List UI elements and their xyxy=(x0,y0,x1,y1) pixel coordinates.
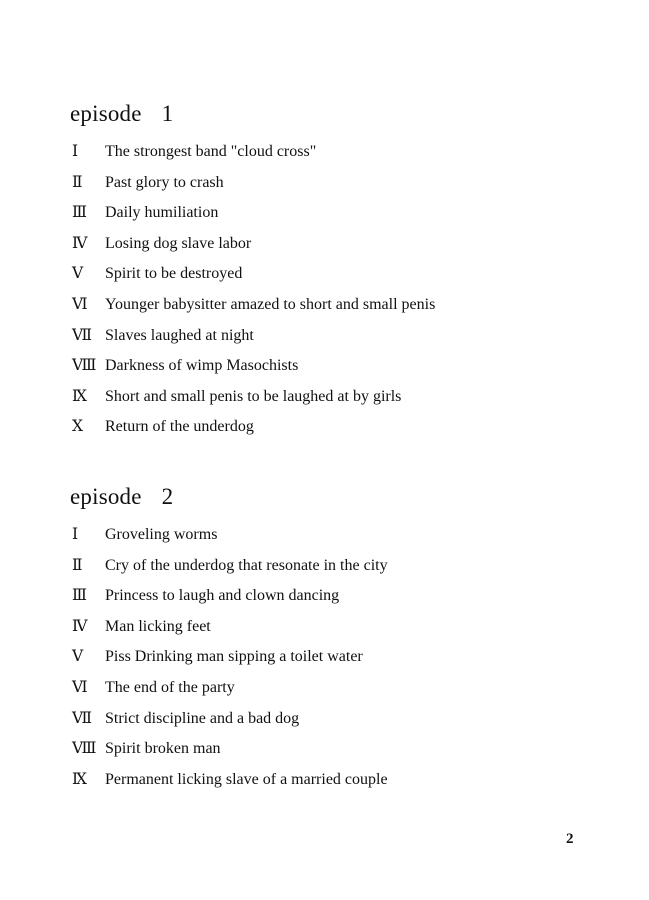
chapter-numeral: Ⅶ xyxy=(72,709,93,727)
chapter-item xyxy=(70,294,610,325)
chapter-title: Losing dog slave labor xyxy=(105,234,252,252)
episode-label: episode xyxy=(70,484,142,509)
chapter-numeral: Ⅱ xyxy=(72,173,83,191)
chapter-title: Short and small penis to be laughed at by girls xyxy=(105,387,402,405)
chapter-title: Spirit broken man xyxy=(105,740,221,758)
chapter-item xyxy=(70,708,610,739)
chapter-title: Permanent licking slave of a married couple xyxy=(105,770,388,788)
chapter-numeral: Ⅴ xyxy=(72,265,84,283)
chapter-title: Younger babysitter amazed to short and small penis xyxy=(105,295,436,313)
chapter-item xyxy=(70,263,610,294)
page-number: 2 xyxy=(566,831,574,847)
chapter-item xyxy=(70,555,610,586)
episode-heading xyxy=(70,482,610,512)
chapter-title: Princess to laugh and clown dancing xyxy=(105,587,340,605)
chapter-title: Slaves laughed at night xyxy=(105,326,254,344)
chapter-numeral: Ⅲ xyxy=(72,587,87,605)
chapter-item xyxy=(70,416,610,447)
chapter-list xyxy=(70,141,610,447)
chapter-numeral: Ⅳ xyxy=(72,617,88,635)
chapter-numeral: Ⅱ xyxy=(72,556,83,574)
chapter-title: Piss Drinking man sipping a toilet water xyxy=(105,648,363,666)
chapter-numeral: Ⅴ xyxy=(72,648,84,666)
chapter-item xyxy=(70,646,610,677)
chapter-item xyxy=(70,172,610,203)
episode-number: 2 xyxy=(161,484,174,509)
chapter-title: Strict discipline and a bad dog xyxy=(105,709,300,727)
chapter-title: Groveling worms xyxy=(105,526,218,543)
chapter-title: Return of the underdog xyxy=(105,418,254,436)
chapter-numeral: Ⅲ xyxy=(72,204,87,222)
episode-section xyxy=(70,99,610,447)
chapter-item xyxy=(70,585,610,616)
chapter-title: Cry of the underdog that resonate in the city xyxy=(105,556,388,574)
chapter-item xyxy=(70,677,610,708)
chapter-item xyxy=(70,325,610,356)
chapter-numeral: Ⅰ xyxy=(72,143,79,160)
chapter-numeral: Ⅵ xyxy=(72,678,88,696)
chapter-numeral: Ⅷ xyxy=(72,357,97,375)
chapter-item xyxy=(70,616,610,647)
chapter-title: The end of the party xyxy=(105,678,235,696)
chapter-item xyxy=(70,386,610,417)
chapter-numeral: Ⅸ xyxy=(72,770,87,788)
chapter-numeral: Ⅰ xyxy=(72,526,79,543)
chapter-list xyxy=(70,524,610,799)
episode-section xyxy=(70,482,610,799)
chapter-item xyxy=(70,769,610,800)
chapter-item xyxy=(70,738,610,769)
chapter-numeral: Ⅳ xyxy=(72,234,88,252)
chapter-item xyxy=(70,202,610,233)
chapter-title: Daily humiliation xyxy=(105,204,219,222)
chapter-title: The strongest band "cloud cross" xyxy=(105,143,317,160)
chapter-title: Darkness of wimp Masochists xyxy=(105,357,299,375)
episode-label: episode xyxy=(70,101,142,126)
chapter-title: Spirit to be destroyed xyxy=(105,265,243,283)
episode-number: 1 xyxy=(161,101,174,126)
chapter-item xyxy=(70,141,610,172)
chapter-numeral: Ⅷ xyxy=(72,740,97,758)
chapter-numeral: Ⅸ xyxy=(72,387,87,405)
chapter-numeral: Ⅶ xyxy=(72,326,93,344)
chapter-title: Past glory to crash xyxy=(105,173,224,191)
chapter-title: Man licking feet xyxy=(105,617,211,635)
chapter-item xyxy=(70,524,610,555)
chapter-item xyxy=(70,233,610,264)
chapter-item xyxy=(70,355,610,386)
episode-heading xyxy=(70,99,610,129)
chapter-numeral: Ⅵ xyxy=(72,295,88,313)
chapter-numeral: Ⅹ xyxy=(72,418,84,436)
